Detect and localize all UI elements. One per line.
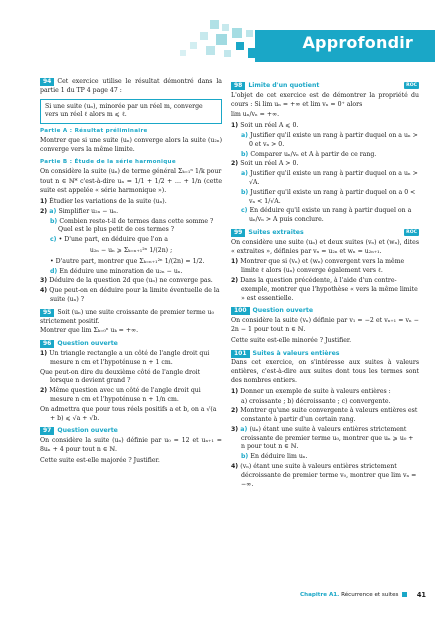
exercise-97-text-1: On considère la suite (uₙ) définie par u₀ = 12 et uₙ₊₁ = 8uₙ + 4 pour tout n ∈ ℕ. (40, 437, 222, 453)
ex99-question-2: 2) Dans la question précédente, à l'aide d'un contre-exemple, montrer que l'hypothèse « vers la même limite » est essentielle. (231, 276, 418, 302)
footer-chapter: Chapitre A1. (300, 592, 340, 598)
exercise-number: 94 (40, 78, 54, 86)
decorative-squares (176, 20, 256, 62)
page-title: Approfondir (302, 33, 413, 52)
exercise-95: 95 Soit (uₙ) une suite croissante de premier terme u₀ strictement positif. (40, 308, 215, 325)
ex98-question-2c: c) En déduire qu'il existe un rang à partir duquel on a uₙ/vₙ > A puis conclure. (241, 207, 412, 224)
exercise-101-head: 101 Suites à valeurs entières (231, 350, 419, 359)
theorem-box: Si une suite (uₙ), minorée par un réel m, converge vers un réel ℓ alors m ⩽ ℓ. (40, 99, 222, 125)
question-1: 1) Étudier les variations de la suite (uₙ). (40, 198, 167, 206)
ex98-question-1b: b) Comparer uₙ/vₙ et A à partir de ce rang. (241, 150, 377, 158)
part-b-title: Partie B : Étude de la série harmonique (40, 158, 176, 165)
page-header (0, 0, 435, 62)
question-2: 2) a) Simplifier u₂ₙ − uₙ. (40, 207, 119, 215)
exercise-94-intro: 94 Cet exercice utilise le résultat démontré dans la partie 1 du TP 4 page 47 : (40, 78, 222, 94)
ex98-question-1a: a) Justifier qu'il existe un rang à partir duquel on a uₙ > 0 et vₙ > 0. (241, 131, 418, 148)
ex101-question-3b: b) En déduire lim uₙ. (241, 453, 308, 461)
ex96-question-1: 1) Un triangle rectangle a un côté de l'angle droit qui mesure n cm et l'hypoténuse n + 1 cm. (40, 350, 210, 366)
exercise-100-head: 100 Question ouverte (231, 307, 419, 316)
question-2d: d) En déduire une minoration de u₂ₙ − uₙ. (50, 267, 183, 275)
exercise-97-head: 97 Question ouverte (40, 427, 222, 436)
exercise-97-text-2: Cette suite est-elle majorée ? Justifier. (40, 456, 160, 464)
footer-separator (402, 592, 407, 597)
ex101-question-4: 4) (vₙ) étant une suite à valeurs entières strictement décroissante de premier terme v₀, montrer que lim vₙ = −∞. (231, 463, 417, 488)
question-2c: c) • D'une part, en déduire que l'on a (50, 236, 168, 244)
question-2c-bullet: • D'autre part, montrer que Σₖ₌ₙ₊₁²ⁿ 1/(2n) = 1/2. (50, 257, 205, 265)
ex96-question-2: 2) Même question avec un côté de l'angle droit qui mesure n cm et l'hypoténuse n + 1/n cm. (40, 387, 201, 403)
exercise-100-text-2: Cette suite est-elle minorée ? Justifier. (231, 336, 352, 344)
part-b-text-2: tout n ∈ ℕ* c'est-à-dire uₙ = 1/1 + 1/2 + … + 1/n (cette suite est appelée « série harmonique »). (40, 178, 222, 195)
math-inequality: u₂ₙ − uₙ ⩾ Σₖ₌ₙ₊₁²ⁿ 1/(2n) ; (89, 247, 173, 255)
exercise-99-intro: On considère une suite (uₙ) et deux suites (vₙ) et (wₙ), dites « extraites », définies par vₙ = u₂ₙ et wₙ = u₂ₙ₊₁. (231, 238, 419, 255)
question-3: 3) Déduire de la question 2d que (uₙ) ne converge pas. (40, 277, 213, 285)
ex101-question-3a: 3) a) (uₙ) étant une suite à valeurs entières strictement croissante de premier terme u₀, montrer que uₙ ⩾ u₀ + n pour tout n ∈ ℕ. (231, 425, 414, 451)
exercise-98-head: 98 Limite d'un quotient ROC (231, 82, 419, 91)
page-number: 41 (416, 591, 426, 599)
ex96-question-1b: Que peut-on dire du deuxième côté de l'angle droit lorsque n devient grand ? (40, 368, 201, 385)
ex98-question-2a: a) Justifier qu'il existe un rang à partir duquel on a uₙ > √A. (241, 170, 418, 186)
ex98-question-2: 2) Soit un réel A > 0. (231, 160, 299, 168)
exercise-96-head: 96 Question ouverte (40, 340, 222, 349)
exercise-95-show: Montrer que lim Σₖ₌₀ⁿ uₖ = +∞. (40, 327, 139, 335)
exercise-101-intro: Dans cet exercice, on s'intéresse aux suites à valeurs entières, c'est-à-dire aux suites dont tous les termes sont des nombres entiers. (231, 359, 419, 384)
part-a-text: Montrer que si une suite (uₙ) converge alors la suite (u₂ₙ) converge vers la même limite. (40, 137, 222, 153)
roc-badge: ROC (406, 83, 417, 88)
exercise-98-limit: lim uₙ/vₙ = +∞. (231, 111, 280, 119)
part-a-title: Partie A : Résultat préliminaire (40, 128, 148, 135)
ex99-question-1: 1) Montrer que si (vₙ) et (wₙ) convergent vers la même limite ℓ alors (uₙ) converge également vers ℓ. (231, 258, 405, 275)
roc-badge: ROC (406, 229, 417, 235)
ex98-question-1: 1) Soit un réel A ⩽ 0. (231, 122, 299, 130)
ex101-question-1abc: a) croissante ; b) décroissante ; c) convergente. (241, 397, 391, 405)
ex98-question-2b: b) Justifier qu'il existe un rang à partir duquel on a 0 < vₙ < 1/√A. (241, 188, 416, 205)
exercise-100-text-1: On considère la suite (vₙ) définie par v₁ = −2 et vₙ₊₁ = vₙ − 2n − 1 pour tout n ∈ ℕ. (231, 317, 419, 333)
page-footer (300, 592, 430, 604)
exercise-99-head: 99 Suites extraites ROC (231, 229, 419, 238)
ex96-question-2b: On admettra que pour tous réels positifs a et b, on a √(a + b) ⩽ √a + √b. (40, 405, 217, 422)
ex101-question-2: 2) Montrer qu'une suite convergente à valeurs entières est constante à partir d'un certain rang. (231, 407, 418, 424)
footer-topic: Récurrence et suites (341, 592, 399, 598)
question-2b: b) Combien reste-t-il de termes dans cette somme ? Quel est le plus petit de ces termes ? (50, 217, 214, 234)
right-column (231, 78, 419, 490)
part-b-text-1: On considère la suite (uₙ) de terme général Σₖ₌₁ⁿ 1/k pour (40, 167, 222, 175)
question-4: 4) Que peut-on en déduire pour la limite éventuelle de la suite (uₙ) ? (40, 287, 220, 304)
exercise-98-intro: L'objet de cet exercice est de démontrer la propriété du cours : Si lim uₙ = +∞ et lim vₙ = 0⁺ alors (231, 91, 419, 108)
left-column (40, 78, 222, 468)
ex101-question-1: 1) Donner un exemple de suite à valeurs entières : (231, 387, 391, 395)
